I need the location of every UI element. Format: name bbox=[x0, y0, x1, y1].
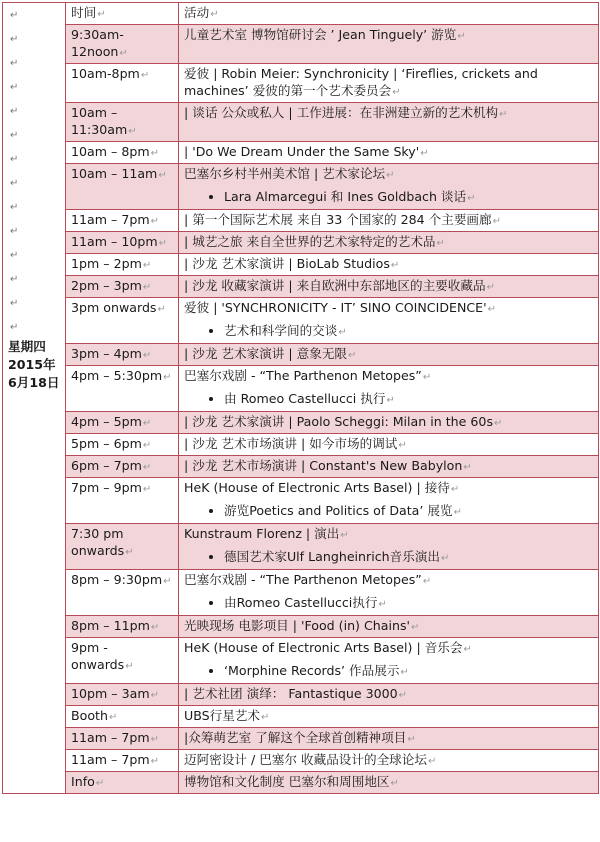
paragraph-mark: ↵ bbox=[10, 226, 19, 237]
table-row bbox=[3, 616, 599, 638]
time-cell: 3pm – 4pm↵ bbox=[66, 344, 179, 366]
activity-detail-item: • Lara Almarcegui 和 Ines Goldbach 谈话↵ bbox=[224, 188, 593, 207]
activity-detail-item: • 艺术和科学间的交谈↵ bbox=[224, 322, 593, 341]
activity-cell: 爱彼 | 'SYNCHRONICITY - IT’ SINO COINCIDENCE'↵ • 艺术和科学间的交谈↵ bbox=[179, 298, 599, 344]
table-row bbox=[3, 706, 599, 728]
activity-detail-list bbox=[184, 662, 593, 681]
activity-cell: HeK (House of Electronic Arts Basel) | 音乐会↵ • ‘Morphine Records’ 作品展示↵ bbox=[179, 638, 599, 684]
activity-cell: | 谈话 公众或私人 | 工作进展：在非洲建立新的艺术机构↵ bbox=[179, 103, 599, 142]
activity-cell: 迈阿密设计 / 巴塞尔 收藏品设计的全球论坛↵ bbox=[179, 750, 599, 772]
time-cell: 1pm – 2pm↵ bbox=[66, 254, 179, 276]
time-cell: 6pm – 7pm↵ bbox=[66, 456, 179, 478]
table-row bbox=[3, 478, 599, 524]
time-cell: 11am – 10pm↵ bbox=[66, 232, 179, 254]
table-row bbox=[3, 64, 599, 103]
activity-cell: | 城艺之旅 来自全世界的艺术家特定的艺术品↵ bbox=[179, 232, 599, 254]
table-row bbox=[3, 232, 599, 254]
time-cell: 11am – 7pm↵ bbox=[66, 728, 179, 750]
activity-detail-list bbox=[184, 322, 593, 341]
table-row bbox=[3, 210, 599, 232]
paragraph-mark: ↵ bbox=[10, 130, 19, 141]
table-row bbox=[3, 276, 599, 298]
activity-cell: HeK (House of Electronic Arts Basel) | 接待↵ • 游览Poetics and Politics of Data’ 展览↵ bbox=[179, 478, 599, 524]
activity-detail-list bbox=[184, 594, 593, 613]
activity-detail-list bbox=[184, 502, 593, 521]
paragraph-mark: ↵ bbox=[10, 298, 19, 309]
time-cell: 7:30 pm onwards↵ bbox=[66, 524, 179, 570]
activity-cell: |众筹萌艺室 了解这个全球首创精神项目↵ bbox=[179, 728, 599, 750]
activity-cell: | 沙龙 艺术市场演讲 | Constant's New Babylon↵ bbox=[179, 456, 599, 478]
paragraph-mark: ↵ bbox=[10, 178, 19, 189]
paragraph-mark: ↵ bbox=[10, 250, 19, 261]
time-cell: 4pm – 5pm↵ bbox=[66, 412, 179, 434]
activity-cell: | 'Do We Dream Under the Same Sky'↵ bbox=[179, 142, 599, 164]
activity-cell: | 艺术社团 演绎： Fantastique 3000↵ bbox=[179, 684, 599, 706]
time-cell: 9pm - onwards↵ bbox=[66, 638, 179, 684]
activity-detail-item: • 由 Romeo Castellucci 执行↵ bbox=[224, 390, 593, 409]
activity-cell: 光映现场 电影项目 | 'Food (in) Chains'↵ bbox=[179, 616, 599, 638]
time-header: 时间↵ bbox=[66, 3, 179, 25]
table-row bbox=[3, 728, 599, 750]
table-row bbox=[3, 164, 599, 210]
table-row bbox=[3, 344, 599, 366]
activity-cell: | 沙龙 艺术家演讲 | BioLab Studios↵ bbox=[179, 254, 599, 276]
table-row bbox=[3, 298, 599, 344]
time-cell: 10pm – 3am↵ bbox=[66, 684, 179, 706]
paragraph-mark: ↵ bbox=[10, 82, 19, 93]
activity-detail-item: • ‘Morphine Records’ 作品展示↵ bbox=[224, 662, 593, 681]
paragraph-mark: ↵ bbox=[10, 154, 19, 165]
time-cell: 10am – 11:30am↵ bbox=[66, 103, 179, 142]
table-row bbox=[3, 103, 599, 142]
table-row bbox=[3, 366, 599, 412]
time-cell: 11am – 7pm↵ bbox=[66, 750, 179, 772]
activity-cell: UBS行星艺术↵ bbox=[179, 706, 599, 728]
time-cell: Info↵ bbox=[66, 772, 179, 794]
activity-cell: 巴塞尔戏剧 - “The Parthenon Metopes”↵ • 由Romeo Castellucci执行↵ bbox=[179, 570, 599, 616]
schedule-table bbox=[2, 2, 599, 794]
activity-cell: 博物馆和文化制度 巴塞尔和周围地区↵ bbox=[179, 772, 599, 794]
table-row bbox=[3, 412, 599, 434]
activity-cell: | 沙龙 艺术家演讲 | 意象无限↵ bbox=[179, 344, 599, 366]
activity-cell: | 第一个国际艺术展 来自 33 个国家的 284 个主要画廊↵ bbox=[179, 210, 599, 232]
paragraph-mark: ↵ bbox=[10, 274, 19, 285]
date-column-cell bbox=[3, 3, 66, 794]
activity-cell: 爱彼 | Robin Meier: Synchronicity | ‘Fireflies, crickets and machines’ 爱彼的第一个艺术委员会↵ bbox=[179, 64, 599, 103]
table-row bbox=[3, 638, 599, 684]
table-row bbox=[3, 750, 599, 772]
time-cell: 5pm – 6pm↵ bbox=[66, 434, 179, 456]
time-cell: 9:30am-12noon↵ bbox=[66, 25, 179, 64]
activity-cell: Kunstraum Florenz | 演出↵ • 德国艺术家Ulf Langheinrich音乐演出↵ bbox=[179, 524, 599, 570]
time-cell: 10am – 11am↵ bbox=[66, 164, 179, 210]
table-row bbox=[3, 25, 599, 64]
activity-cell: 巴塞尔戏剧 - “The Parthenon Metopes”↵ • 由 Romeo Castellucci 执行↵ bbox=[179, 366, 599, 412]
activity-detail-item: • 由Romeo Castellucci执行↵ bbox=[224, 594, 593, 613]
table-row bbox=[3, 524, 599, 570]
paragraph-mark: ↵ bbox=[10, 106, 19, 117]
activity-detail-list bbox=[184, 390, 593, 409]
paragraph-mark: ↵ bbox=[10, 34, 19, 45]
activity-detail-list bbox=[184, 188, 593, 207]
activity-detail-item: • 游览Poetics and Politics of Data’ 展览↵ bbox=[224, 502, 593, 521]
date-label: 星期四 2015年 6月18日 bbox=[8, 339, 60, 390]
activity-cell: 巴塞尔乡村半州美术馆 | 艺术家论坛↵ • Lara Almarcegui 和 Ines Goldbach 谈话↵ bbox=[179, 164, 599, 210]
time-cell: 8pm – 11pm↵ bbox=[66, 616, 179, 638]
time-cell: 10am – 8pm↵ bbox=[66, 142, 179, 164]
activity-cell: 儿童艺术室 博物馆研讨会 ’ Jean Tinguely’ 游览↵ bbox=[179, 25, 599, 64]
activity-header: 活动↵ bbox=[179, 3, 599, 25]
activity-cell: | 沙龙 艺术市场演讲 | 如今市场的调试↵ bbox=[179, 434, 599, 456]
paragraph-mark: ↵ bbox=[10, 58, 19, 69]
time-cell: 7pm – 9pm↵ bbox=[66, 478, 179, 524]
paragraph-mark: ↵ bbox=[10, 322, 19, 333]
paragraph-mark: ↵ bbox=[10, 10, 19, 21]
time-cell: 8pm – 9:30pm↵ bbox=[66, 570, 179, 616]
table-row bbox=[3, 456, 599, 478]
table-row bbox=[3, 254, 599, 276]
time-cell: 10am-8pm↵ bbox=[66, 64, 179, 103]
table-row bbox=[3, 772, 599, 794]
time-cell: 2pm – 3pm↵ bbox=[66, 276, 179, 298]
activity-detail-list bbox=[184, 548, 593, 567]
table-header-row bbox=[3, 3, 599, 25]
table-row bbox=[3, 142, 599, 164]
table-row bbox=[3, 570, 599, 616]
time-cell: 11am – 7pm↵ bbox=[66, 210, 179, 232]
activity-detail-item: • 德国艺术家Ulf Langheinrich音乐演出↵ bbox=[224, 548, 593, 567]
paragraph-mark: ↵ bbox=[10, 202, 19, 213]
activity-cell: | 沙龙 收藏家演讲 | 来自欧洲中东部地区的主要收藏品↵ bbox=[179, 276, 599, 298]
activity-cell: | 沙龙 艺术家演讲 | Paolo Scheggi: Milan in the 60s↵ bbox=[179, 412, 599, 434]
table-row bbox=[3, 684, 599, 706]
table-row bbox=[3, 434, 599, 456]
schedule-document bbox=[2, 2, 598, 794]
time-cell: 3pm onwards↵ bbox=[66, 298, 179, 344]
time-cell: 4pm – 5:30pm↵ bbox=[66, 366, 179, 412]
time-cell: Booth↵ bbox=[66, 706, 179, 728]
